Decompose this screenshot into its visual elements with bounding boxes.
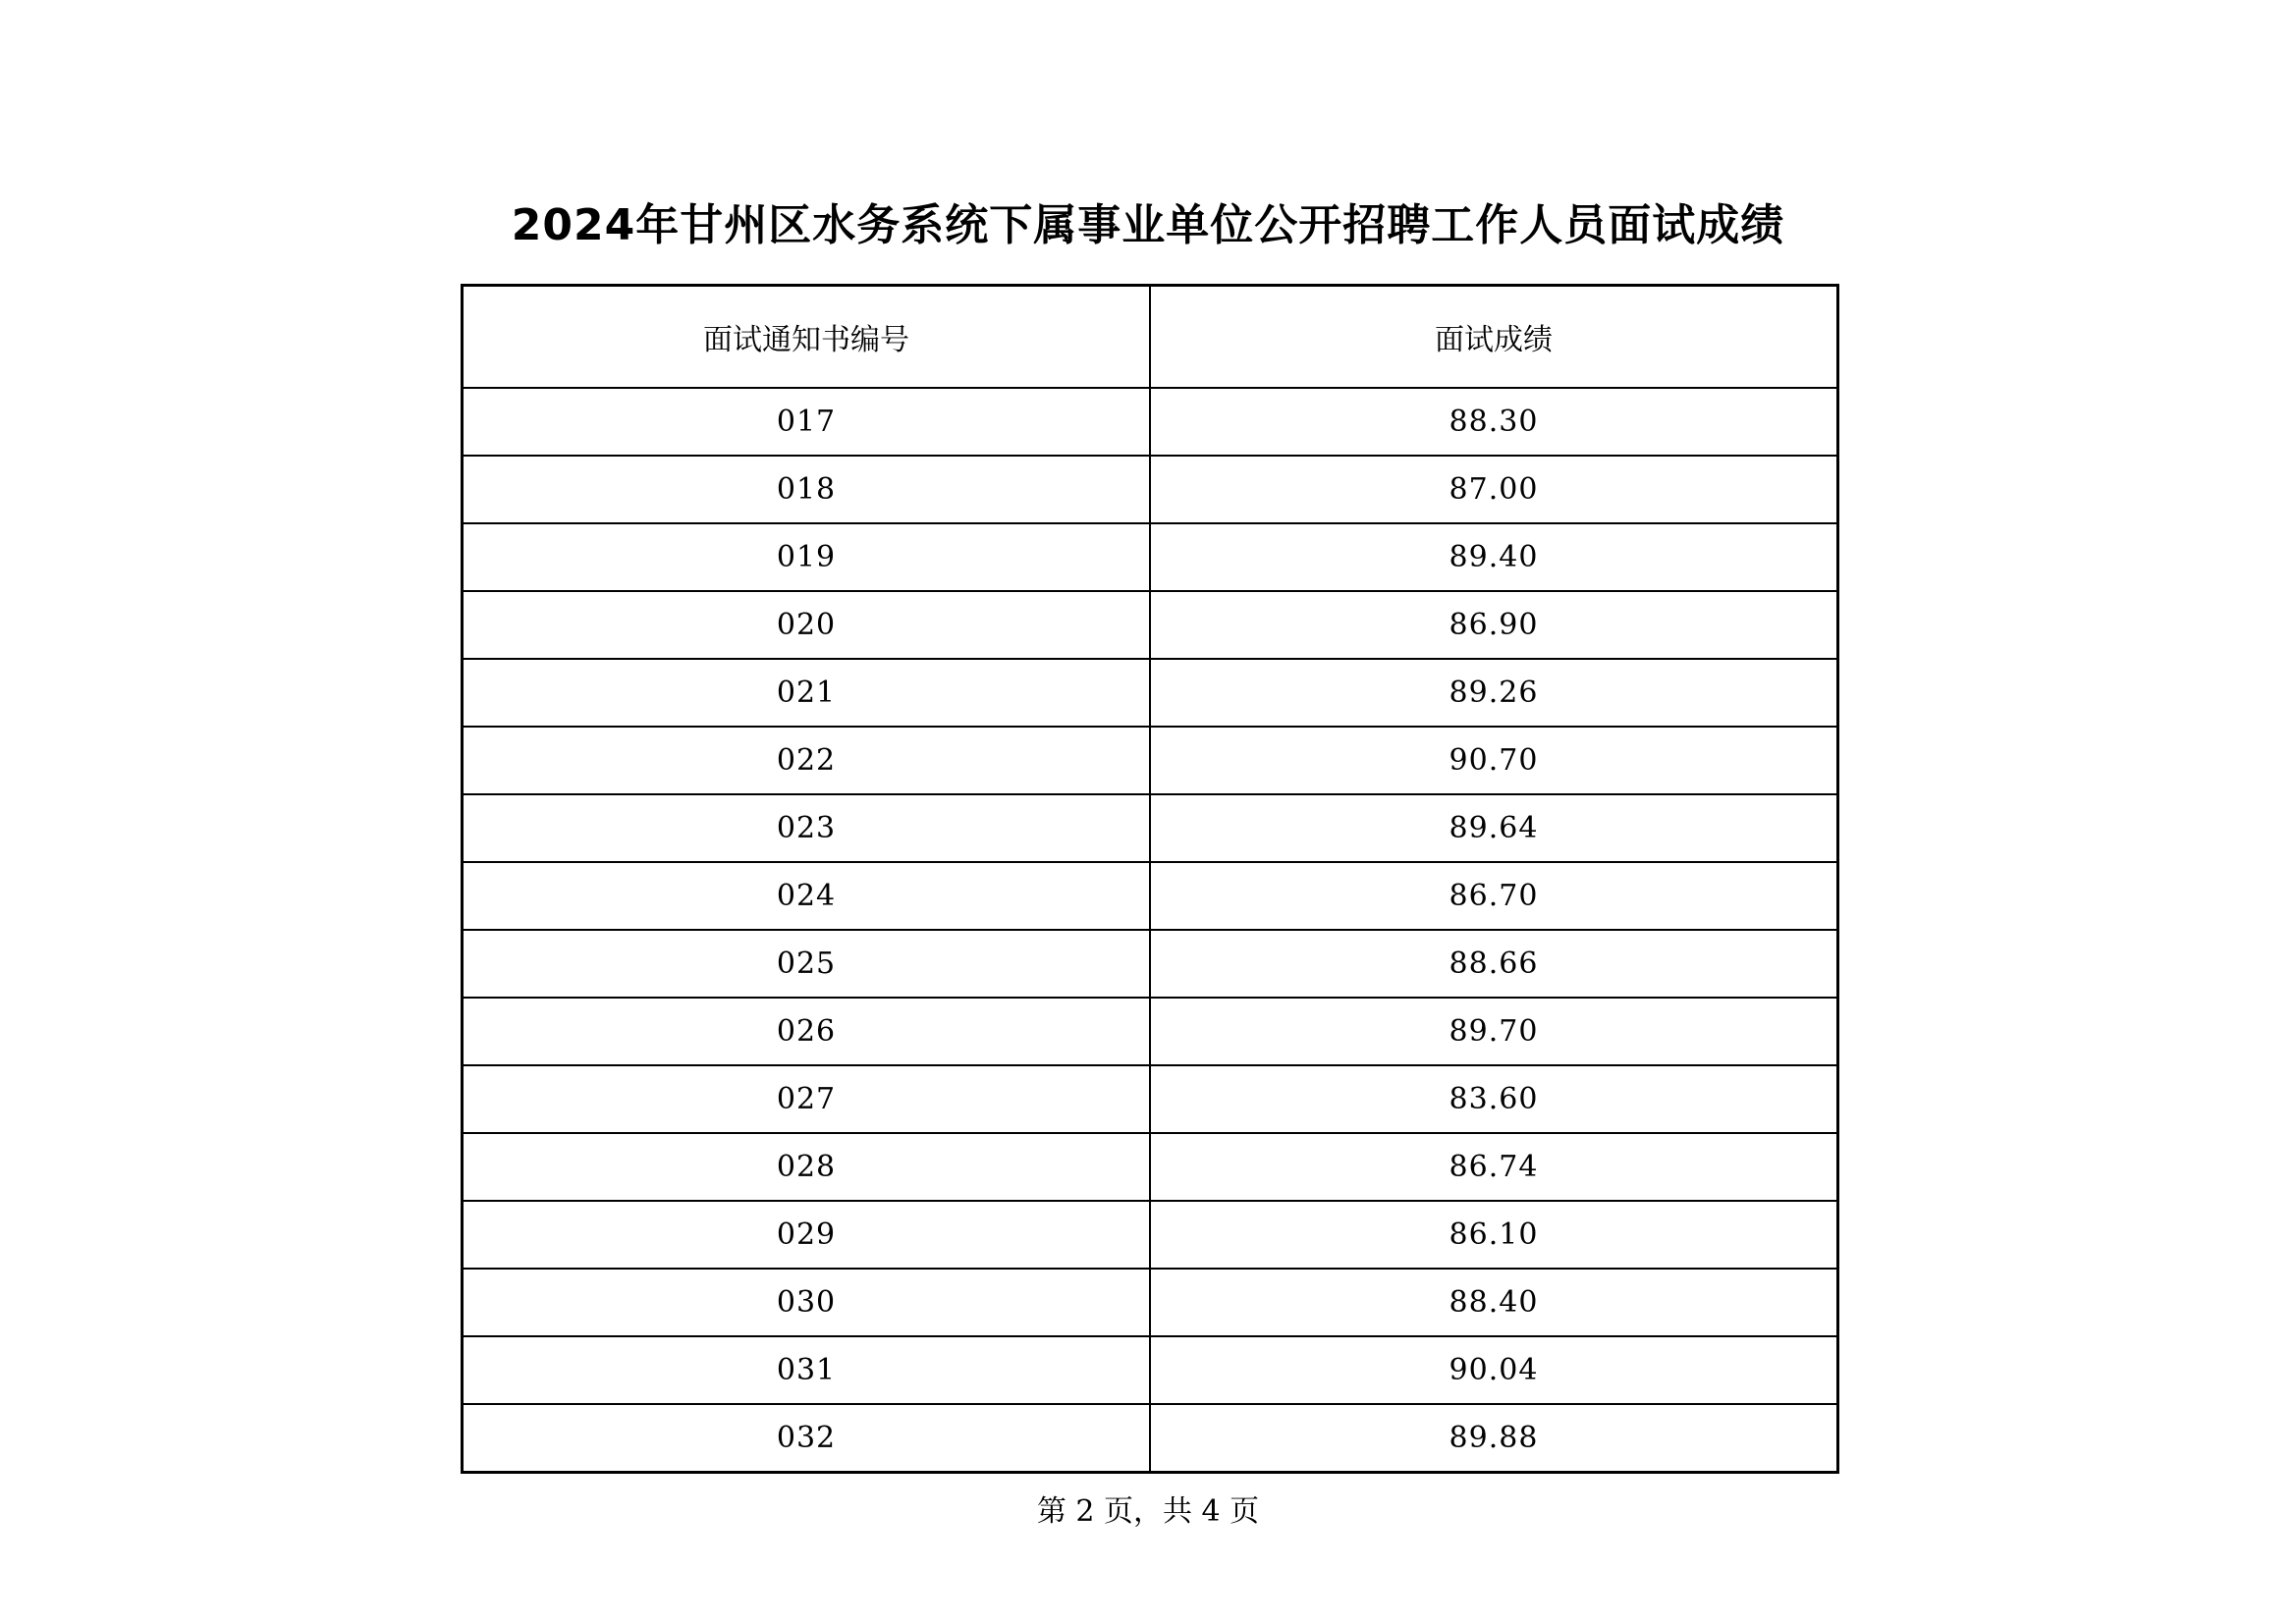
cell-interview-score: 86.70 bbox=[1150, 862, 1838, 930]
table-row bbox=[463, 1065, 1838, 1133]
cell-interview-score: 87.00 bbox=[1150, 456, 1838, 523]
cell-notice-number: 025 bbox=[463, 930, 1151, 998]
cell-interview-score: 88.40 bbox=[1150, 1269, 1838, 1336]
cell-notice-number: 029 bbox=[463, 1201, 1151, 1269]
table-row bbox=[463, 794, 1838, 862]
cell-notice-number: 027 bbox=[463, 1065, 1151, 1133]
cell-notice-number: 032 bbox=[463, 1404, 1151, 1473]
table-header-row bbox=[463, 286, 1838, 389]
cell-notice-number: 018 bbox=[463, 456, 1151, 523]
cell-interview-score: 89.40 bbox=[1150, 523, 1838, 591]
table-row bbox=[463, 456, 1838, 523]
table-row bbox=[463, 727, 1838, 794]
cell-interview-score: 90.04 bbox=[1150, 1336, 1838, 1404]
cell-notice-number: 024 bbox=[463, 862, 1151, 930]
cell-interview-score: 86.90 bbox=[1150, 591, 1838, 659]
table-row bbox=[463, 523, 1838, 591]
column-header-interview-score: 面试成绩 bbox=[1150, 286, 1838, 389]
cell-interview-score: 89.64 bbox=[1150, 794, 1838, 862]
cell-notice-number: 022 bbox=[463, 727, 1151, 794]
cell-notice-number: 031 bbox=[463, 1336, 1151, 1404]
cell-interview-score: 86.74 bbox=[1150, 1133, 1838, 1201]
column-header-notice-number: 面试通知书编号 bbox=[463, 286, 1151, 389]
score-table-container bbox=[461, 284, 1839, 1474]
cell-notice-number: 021 bbox=[463, 659, 1151, 727]
score-table bbox=[461, 284, 1839, 1474]
page-title: 2024年甘州区水务系统下属事业单位公开招聘工作人员面试成绩 bbox=[511, 200, 1785, 250]
cell-interview-score: 83.60 bbox=[1150, 1065, 1838, 1133]
cell-notice-number: 019 bbox=[463, 523, 1151, 591]
cell-interview-score: 88.66 bbox=[1150, 930, 1838, 998]
table-row bbox=[463, 591, 1838, 659]
cell-interview-score: 89.70 bbox=[1150, 998, 1838, 1065]
cell-notice-number: 023 bbox=[463, 794, 1151, 862]
cell-notice-number: 026 bbox=[463, 998, 1151, 1065]
table-row bbox=[463, 1201, 1838, 1269]
table-row bbox=[463, 930, 1838, 998]
page-number: 第 2 页，共 4 页 bbox=[1036, 1494, 1260, 1529]
cell-notice-number: 017 bbox=[463, 388, 1151, 456]
cell-interview-score: 86.10 bbox=[1150, 1201, 1838, 1269]
cell-interview-score: 89.26 bbox=[1150, 659, 1838, 727]
cell-interview-score: 89.88 bbox=[1150, 1404, 1838, 1473]
table-row bbox=[463, 659, 1838, 727]
cell-interview-score: 88.30 bbox=[1150, 388, 1838, 456]
table-row bbox=[463, 862, 1838, 930]
table-row bbox=[463, 998, 1838, 1065]
cell-notice-number: 030 bbox=[463, 1269, 1151, 1336]
table-row bbox=[463, 1404, 1838, 1473]
table-row bbox=[463, 388, 1838, 456]
cell-interview-score: 90.70 bbox=[1150, 727, 1838, 794]
cell-notice-number: 020 bbox=[463, 591, 1151, 659]
table-row bbox=[463, 1336, 1838, 1404]
cell-notice-number: 028 bbox=[463, 1133, 1151, 1201]
table-row bbox=[463, 1133, 1838, 1201]
table-body bbox=[463, 388, 1838, 1473]
table-row bbox=[463, 1269, 1838, 1336]
